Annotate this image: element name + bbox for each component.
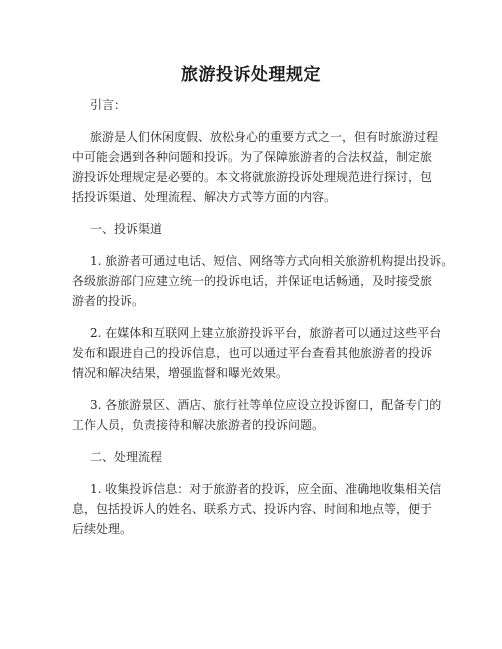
text-line: 2. 在媒体和互联网上建立旅游投诉平台，旅游者可以通过这些平台 — [90, 326, 442, 340]
text-line: 1. 旅游者可通过电话、短信、网络等方式向相关旅游机构提出投诉。 — [90, 254, 454, 268]
list-item-channel-3 — [72, 395, 444, 435]
intro-paragraph — [72, 127, 444, 207]
text-line: 二、处理流程 — [90, 450, 163, 464]
text-line: 息，包括投诉人的姓名、联系方式、投诉内容、时间和地点等，便于 — [72, 502, 433, 516]
section-heading-process-flow — [72, 447, 444, 467]
text-line: 各级旅游部门应建立统一的投诉电话，并保证电话畅通，及时接受旅 — [72, 274, 433, 288]
intro-label — [72, 95, 444, 115]
document-body — [72, 95, 454, 551]
text-line: 一、投诉渠道 — [90, 222, 163, 236]
text-line: 游者的投诉。 — [72, 294, 145, 308]
text-line: 情况和解决结果，增强监督和曝光效果。 — [72, 366, 289, 380]
text-line: 1. 收集投诉信息：对于旅游者的投诉，应全面、准确地收集相关信 — [90, 482, 442, 496]
text-line: 中可能会遇到各种问题和投诉。为了保障旅游者的合法权益，制定旅 — [72, 150, 433, 164]
list-item-process-1 — [72, 479, 444, 539]
text-line: 工作人员，负责接待和解决旅游者的投诉问题。 — [72, 418, 325, 432]
text-line: 旅游是人们休闲度假、放松身心的重要方式之一，但有时旅游过程 — [90, 130, 439, 144]
list-item-channel-2 — [72, 323, 444, 383]
text-line: 发布和跟进自己的投诉信息，也可以通过平台查看其他旅游者的投诉 — [72, 346, 433, 360]
list-item-channel-1 — [72, 251, 454, 311]
text-line: 引言： — [90, 98, 127, 112]
text-line: 括投诉渠道、处理流程、解决方式等方面的内容。 — [72, 190, 337, 204]
text-line: 游投诉处理规定是必要的。本文将就旅游投诉处理规范进行探讨，包 — [72, 170, 433, 184]
text-line: 3. 各旅游景区、酒店、旅行社等单位应设立投诉窗口，配备专门的 — [90, 398, 442, 412]
text-line: 后续处理。 — [72, 522, 133, 536]
section-heading-complaint-channels — [72, 219, 444, 239]
document-title: 旅游投诉处理规定 — [181, 65, 321, 85]
